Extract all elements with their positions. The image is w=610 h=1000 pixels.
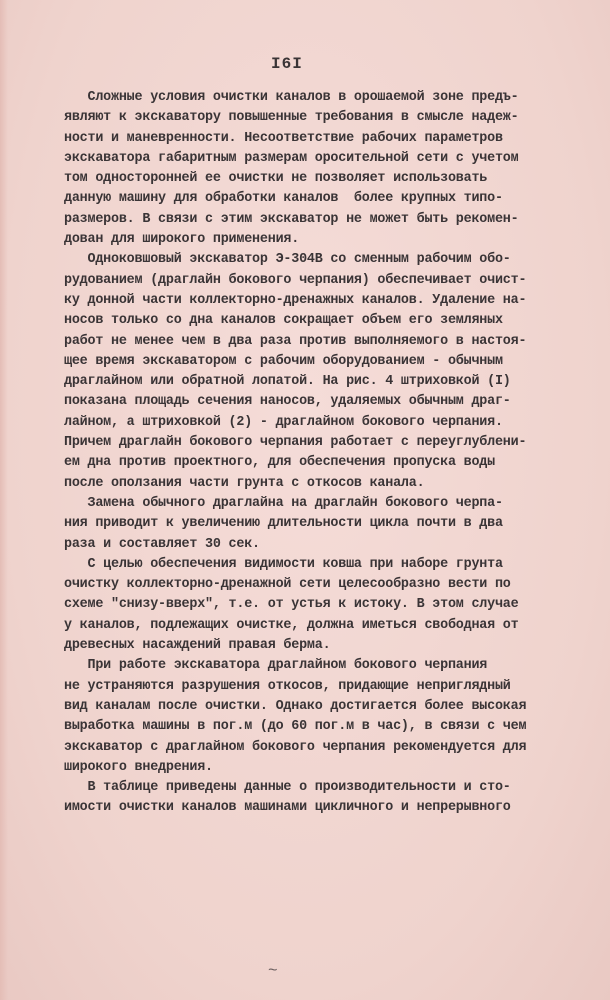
text-line: древесных насаждений правая берма. <box>64 638 331 654</box>
text-line: показана площадь сечения наносов, удаляемых обычным драг- <box>64 394 511 410</box>
page-edge-shadow <box>0 0 8 1000</box>
text-line: Одноковшовый экскаватор Э-304В со сменным рабочим обо- <box>64 252 511 268</box>
text-line: рудованием (драглайн бокового черпания) обеспечивает очист- <box>64 272 527 288</box>
text-line: Сложные условия очистки каналов в орошаемой зоне предъ- <box>64 90 519 105</box>
page-number: I6I <box>271 55 303 73</box>
text-line: ем дна против проектного, для обеспечения пропуска воды <box>64 455 495 471</box>
text-line: размеров. В связи с этим экскаватор не может быть рекомен- <box>64 211 519 227</box>
text-line: Причем драглайн бокового черпания работает с переуглублени- <box>64 435 527 451</box>
text-line: В таблице приведены данные о производительности и сто- <box>64 780 511 796</box>
text-line: работ не менее чем в два раза против выполняемого в настоя- <box>64 333 527 349</box>
footer-mark: ~ <box>268 962 278 980</box>
text-line: том односторонней ее очистки не позволяет использовать <box>64 171 488 187</box>
text-line: не устраняются разрушения откосов, придающие неприглядный <box>64 678 511 694</box>
text-line: Замена обычного драглайна на драглайн бокового черпа- <box>64 495 503 511</box>
text-line: ку донной части коллекторно-дренажных каналов. Удаление на- <box>64 292 527 308</box>
text-line: При работе экскаватора драглайном бокового черпания <box>64 658 488 674</box>
text-line: носов только со дна каналов сокращает объем его земляных <box>64 313 503 329</box>
text-line: раза и составляет 30 сек. <box>64 536 260 552</box>
body-text <box>64 88 534 819</box>
text-line: широкого внедрения. <box>64 759 213 775</box>
text-line: после оползания части грунта с откосов канала. <box>64 475 425 491</box>
text-line: дован для широкого применения. <box>64 232 300 248</box>
text-line: данную машину для обработки каналов более крупных типо- <box>64 191 503 207</box>
text-line: имости очистки каналов машинами цикличного и непрерывного <box>64 800 511 816</box>
text-line: у каналов, подлежащих очистке, должна иметься свободная от <box>64 617 519 633</box>
text-line: схеме "снизу-вверх", т.е. от устья к истоку. В этом случае <box>64 597 519 613</box>
text-line: ности и маневренности. Несоответствие рабочих параметров <box>64 130 503 146</box>
text-line: лайном, а штриховкой (2) - драглайном бокового черпания. <box>64 414 503 430</box>
text-line: экскаватора габаритным размерам оросительной сети с учетом <box>64 150 519 166</box>
text-line: являют к экскаватору повышенные требования в смысле надеж- <box>64 110 519 126</box>
text-line: очистку коллекторно-дренажной сети целесообразно вести по <box>64 577 511 593</box>
text-line: вид каналам после очистки. Однако достигается более высокая <box>64 698 527 714</box>
text-line: ния приводит к увеличению длительности цикла почти в два <box>64 516 503 532</box>
text-line: щее время экскаватором с рабочим оборудованием - обычным <box>64 353 503 369</box>
text-line: экскаватор с драглайном бокового черпания рекомендуется для <box>64 739 527 755</box>
text-line: выработка машины в пог.м (до 60 пог.м в час), в связи с чем <box>64 719 527 735</box>
text-line: С целью обеспечения видимости ковша при наборе грунта <box>64 556 503 572</box>
text-line: драглайном или обратной лопатой. На рис. 4 штриховкой (I) <box>64 374 511 390</box>
